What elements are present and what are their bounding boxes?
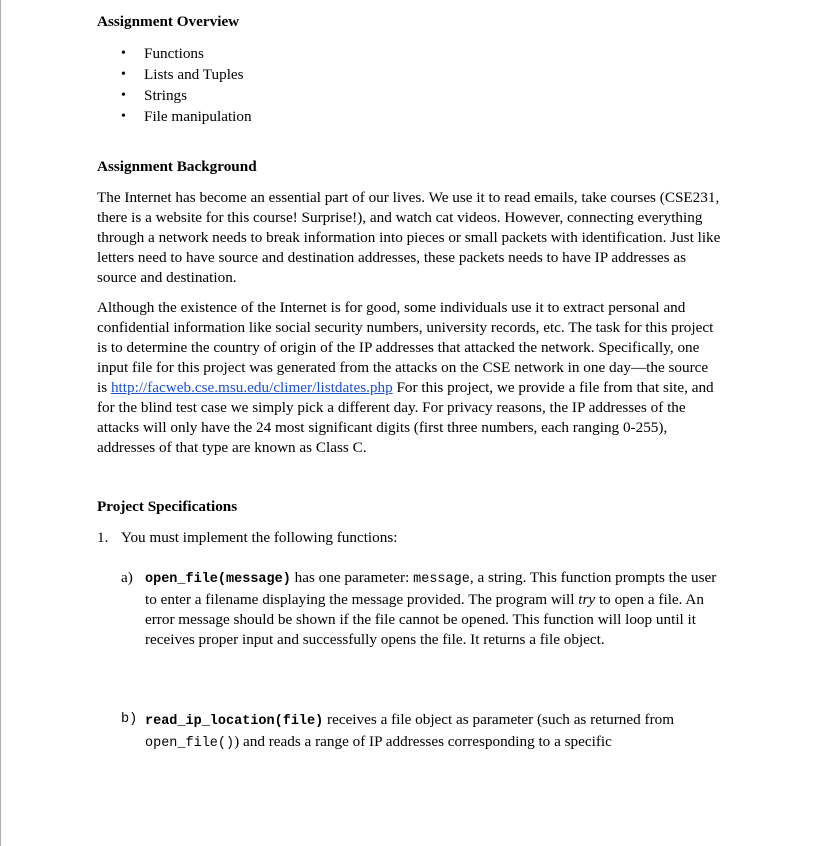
function-signature: open_file(message) — [145, 572, 291, 587]
emphasis-text: try — [578, 591, 596, 608]
subitem-label: b) — [121, 712, 138, 727]
list-item: • Lists and Tuples — [97, 64, 252, 85]
background-paragraph-2 — [97, 298, 722, 458]
list-item: • Functions — [97, 43, 252, 64]
source-link[interactable]: http://facweb.cse.msu.edu/climer/listdates.php — [110, 379, 393, 396]
subitem-text: has one parameter: — [290, 569, 414, 586]
subitem-label: a) — [121, 569, 133, 586]
background-heading: Assignment Background — [97, 158, 257, 175]
function-signature: read_ip_location(file) — [145, 714, 324, 729]
paragraph-text: For this project, we provide a file from that site, and for the blind test case we simply pick a different day. For privacy reasons, the IP addresses of the attacks will only have the 24 most significant digits (first three numbers, each ranging 0-255), addresses of that type are known as Class C. — [97, 379, 714, 456]
subitem-body — [145, 568, 721, 650]
list-item: • File manipulation — [97, 106, 252, 127]
subitem-text: to open a file. An error message should be shown if the file cannot be opened. This function will loop until it receives proper input and successfully opens the file. It returns a file object. — [145, 591, 704, 648]
subitem-text: , a string. This function prompts the user to enter a filename displaying the message provided. The program will — [145, 569, 717, 608]
subitem-text: ) and reads a range of IP addresses corresponding to a specific — [234, 733, 612, 750]
item-number: 1. — [97, 529, 109, 546]
overview-topic-list — [97, 43, 252, 127]
specifications-heading: Project Specifications — [97, 498, 238, 515]
item-text: You must implement the following functions: — [121, 529, 398, 546]
subitem-body — [145, 710, 721, 754]
function-reference: open_file() — [145, 736, 235, 751]
paragraph-text: Although the existence of the Internet is for good, some individuals use it to extract personal and confidential information like social security numbers, university records, etc. The task for this project is to determine the country of origin of the IP addresses that attacked the network. Specifically, one input file for this project was generated from the attacks on the CSE network in one day—the source is — [97, 299, 714, 396]
list-item: • Strings — [97, 85, 252, 106]
subitem-text: receives a file object as parameter (such as returned from — [323, 711, 675, 728]
overview-heading: Assignment Overview — [97, 13, 240, 30]
parameter-name: message — [413, 572, 470, 587]
page-left-border — [0, 0, 1, 846]
background-paragraph-1: The Internet has become an essential part of our lives. We use it to read emails, take courses (CSE231, there is a website for this course! Surprise!), and watch cat videos. However, connecting everything through a network needs to break information into pieces or small packets with identification. Just like letters need to have source and destination addresses, these packets needs to have IP addresses as source and destination. — [97, 189, 721, 286]
